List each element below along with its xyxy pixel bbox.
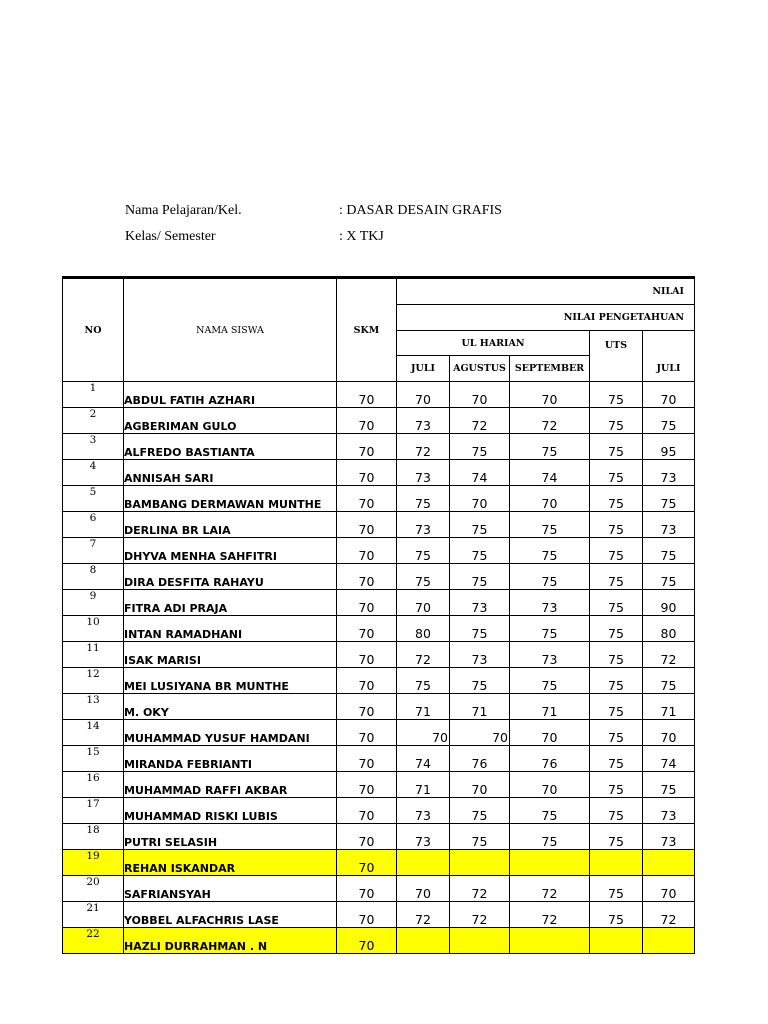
student-name: DERLINA BR LAIA [124,512,337,538]
student-name: MIRANDA FEBRIANTI [124,746,337,772]
skm-value: 70 [337,772,397,798]
agustus-value: 70 [450,772,510,798]
juli-2-value: 71 [643,694,695,720]
juli-value: 72 [397,902,450,928]
header-ul-harian: UL HARIAN [397,331,590,356]
juli-2-value: 70 [643,720,695,746]
table-row [63,746,695,772]
table-row [63,668,695,694]
header-blank [643,331,695,356]
uts-value: 75 [590,382,643,408]
row-number: 11 [63,642,124,668]
september-value: 72 [510,408,590,434]
uts-value [590,928,643,954]
september-value: 75 [510,564,590,590]
skm-value: 70 [337,694,397,720]
juli-value: 75 [397,564,450,590]
table-row [63,382,695,408]
skm-value: 70 [337,642,397,668]
uts-value: 75 [590,434,643,460]
header-nilai-pengetahuan: NILAI PENGETAHUAN [397,305,695,331]
skm-value: 70 [337,382,397,408]
juli-value: 73 [397,798,450,824]
september-value: 70 [510,720,590,746]
september-value: 70 [510,772,590,798]
row-number: 9 [63,590,124,616]
row-number: 22 [63,928,124,954]
juli-value: 80 [397,616,450,642]
skm-value: 70 [337,408,397,434]
table-row [63,512,695,538]
uts-value: 75 [590,902,643,928]
table-row [63,720,695,746]
table-row [63,772,695,798]
september-value: 73 [510,642,590,668]
skm-value: 70 [337,876,397,902]
student-name: PUTRI SELASIH [124,824,337,850]
skm-value: 70 [337,824,397,850]
row-number: 10 [63,616,124,642]
row-number: 1 [63,382,124,408]
agustus-value: 75 [450,564,510,590]
table-row [63,798,695,824]
student-name: REHAN ISKANDAR [124,850,337,876]
skm-value: 70 [337,564,397,590]
agustus-value: 70 [450,382,510,408]
skm-value: 70 [337,616,397,642]
september-value: 74 [510,460,590,486]
row-number: 2 [63,408,124,434]
skm-value: 70 [337,460,397,486]
student-name: MUHAMMAD RISKI LUBIS [124,798,337,824]
september-value: 75 [510,616,590,642]
september-value: 73 [510,590,590,616]
september-value: 75 [510,512,590,538]
juli-value: 75 [397,668,450,694]
juli-value: 73 [397,460,450,486]
uts-value: 75 [590,824,643,850]
agustus-value: 75 [450,538,510,564]
table-row [63,824,695,850]
skm-value: 70 [337,902,397,928]
header-nilai: NILAI [397,278,695,305]
header-juli-2: JULI [643,356,695,382]
agustus-value: 75 [450,616,510,642]
juli-2-value: 90 [643,590,695,616]
row-number: 3 [63,434,124,460]
row-number: 6 [63,512,124,538]
header-no: NO [63,278,124,382]
row-number: 14 [63,720,124,746]
agustus-value: 74 [450,460,510,486]
student-name: YOBBEL ALFACHRIS LASE [124,902,337,928]
row-number: 18 [63,824,124,850]
agustus-value: 73 [450,642,510,668]
row-number: 15 [63,746,124,772]
juli-2-value [643,928,695,954]
student-name: MEI LUSIYANA BR MUNTHE [124,668,337,694]
september-value: 72 [510,876,590,902]
table-row [63,616,695,642]
row-number: 17 [63,798,124,824]
student-name: ALFREDO BASTIANTA [124,434,337,460]
student-name: MUHAMMAD YUSUF HAMDANI [124,720,337,746]
juli-2-value [643,850,695,876]
row-number: 16 [63,772,124,798]
september-value: 76 [510,746,590,772]
uts-value: 75 [590,668,643,694]
student-name: M. OKY [124,694,337,720]
row-number: 19 [63,850,124,876]
juli-2-value: 70 [643,876,695,902]
juli-value: 71 [397,772,450,798]
table-row [63,486,695,512]
september-value [510,928,590,954]
header-uts: UTS [590,331,643,382]
uts-value: 75 [590,408,643,434]
skm-value: 70 [337,928,397,954]
row-number: 12 [63,668,124,694]
agustus-value: 75 [450,434,510,460]
agustus-value: 72 [450,876,510,902]
row-number: 20 [63,876,124,902]
uts-value: 75 [590,538,643,564]
uts-value: 75 [590,512,643,538]
student-name: INTAN RAMADHANI [124,616,337,642]
skm-value: 70 [337,746,397,772]
september-value: 70 [510,486,590,512]
september-value: 70 [510,382,590,408]
juli-value [397,850,450,876]
juli-2-value: 95 [643,434,695,460]
agustus-value: 70 [450,720,510,746]
juli-value: 75 [397,486,450,512]
juli-2-value: 73 [643,824,695,850]
student-name: HAZLI DURRAHMAN . N [124,928,337,954]
skm-value: 70 [337,512,397,538]
september-value: 72 [510,902,590,928]
agustus-value [450,850,510,876]
skm-value: 70 [337,434,397,460]
juli-2-value: 75 [643,668,695,694]
juli-2-value: 72 [643,902,695,928]
row-number: 13 [63,694,124,720]
row-number: 5 [63,486,124,512]
juli-value: 73 [397,824,450,850]
juli-value: 70 [397,590,450,616]
juli-2-value: 73 [643,512,695,538]
agustus-value: 75 [450,798,510,824]
table-row [63,850,695,876]
student-name: DIRA DESFITA RAHAYU [124,564,337,590]
table-row [63,694,695,720]
subject-label: Nama Pelajaran/Kel. [125,203,242,218]
agustus-value [450,928,510,954]
header-name: NAMA SISWA [124,278,337,382]
row-number: 8 [63,564,124,590]
juli-value: 70 [397,720,450,746]
agustus-value: 72 [450,408,510,434]
student-name: MUHAMMAD RAFFI AKBAR [124,772,337,798]
agustus-value: 75 [450,824,510,850]
juli-value: 70 [397,382,450,408]
student-name: DHYVA MENHA SAHFITRI [124,538,337,564]
table-row [63,642,695,668]
uts-value: 75 [590,642,643,668]
table-row [63,590,695,616]
class-value: : X TKJ [339,229,384,244]
class-label: Kelas/ Semester [125,229,216,244]
september-value: 75 [510,434,590,460]
juli-value: 72 [397,642,450,668]
juli-2-value: 73 [643,798,695,824]
student-name: BAMBANG DERMAWAN MUNTHE [124,486,337,512]
uts-value: 75 [590,590,643,616]
juli-2-value: 75 [643,408,695,434]
skm-value: 70 [337,668,397,694]
grades-table [62,276,695,954]
september-value [510,850,590,876]
student-name: AGBERIMAN GULO [124,408,337,434]
juli-value: 73 [397,512,450,538]
september-value: 75 [510,798,590,824]
september-value: 71 [510,694,590,720]
uts-value: 75 [590,564,643,590]
september-value: 75 [510,668,590,694]
uts-value: 75 [590,694,643,720]
juli-value: 70 [397,876,450,902]
agustus-value: 75 [450,668,510,694]
skm-value: 70 [337,486,397,512]
uts-value: 75 [590,772,643,798]
skm-value: 70 [337,538,397,564]
agustus-value: 73 [450,590,510,616]
uts-value: 75 [590,876,643,902]
agustus-value: 70 [450,486,510,512]
juli-value: 72 [397,434,450,460]
table-row [63,434,695,460]
agustus-value: 72 [450,902,510,928]
table-row [63,902,695,928]
uts-value: 75 [590,486,643,512]
juli-2-value: 75 [643,564,695,590]
september-value: 75 [510,538,590,564]
table-row [63,408,695,434]
student-name: ISAK MARISI [124,642,337,668]
juli-2-value: 72 [643,642,695,668]
juli-2-value: 75 [643,486,695,512]
skm-value: 70 [337,590,397,616]
student-name: ANNISAH SARI [124,460,337,486]
agustus-value: 71 [450,694,510,720]
student-name: SAFRIANSYAH [124,876,337,902]
juli-value: 73 [397,408,450,434]
agustus-value: 75 [450,512,510,538]
table-row [63,538,695,564]
september-value: 75 [510,824,590,850]
uts-value [590,850,643,876]
uts-value: 75 [590,746,643,772]
subject-value: : DASAR DESAIN GRAFIS [339,203,502,218]
juli-value: 75 [397,538,450,564]
juli-2-value: 73 [643,460,695,486]
header-september: SEPTEMBER [510,356,590,382]
juli-value [397,928,450,954]
row-number: 4 [63,460,124,486]
table-row [63,876,695,902]
juli-2-value: 70 [643,382,695,408]
juli-value: 74 [397,746,450,772]
student-name: ABDUL FATIH AZHARI [124,382,337,408]
row-number: 7 [63,538,124,564]
juli-value: 71 [397,694,450,720]
uts-value: 75 [590,798,643,824]
uts-value: 75 [590,460,643,486]
table-row [63,460,695,486]
uts-value: 75 [590,720,643,746]
skm-value: 70 [337,850,397,876]
agustus-value: 76 [450,746,510,772]
uts-value: 75 [590,616,643,642]
header-agustus: AGUSTUS [450,356,510,382]
juli-2-value: 74 [643,746,695,772]
juli-2-value: 75 [643,772,695,798]
skm-value: 70 [337,798,397,824]
table-row [63,928,695,954]
student-name: FITRA ADI PRAJA [124,590,337,616]
header-juli: JULI [397,356,450,382]
juli-2-value: 80 [643,616,695,642]
skm-value: 70 [337,720,397,746]
row-number: 21 [63,902,124,928]
header-skm: SKM [337,278,397,382]
table-row [63,564,695,590]
juli-2-value: 75 [643,538,695,564]
